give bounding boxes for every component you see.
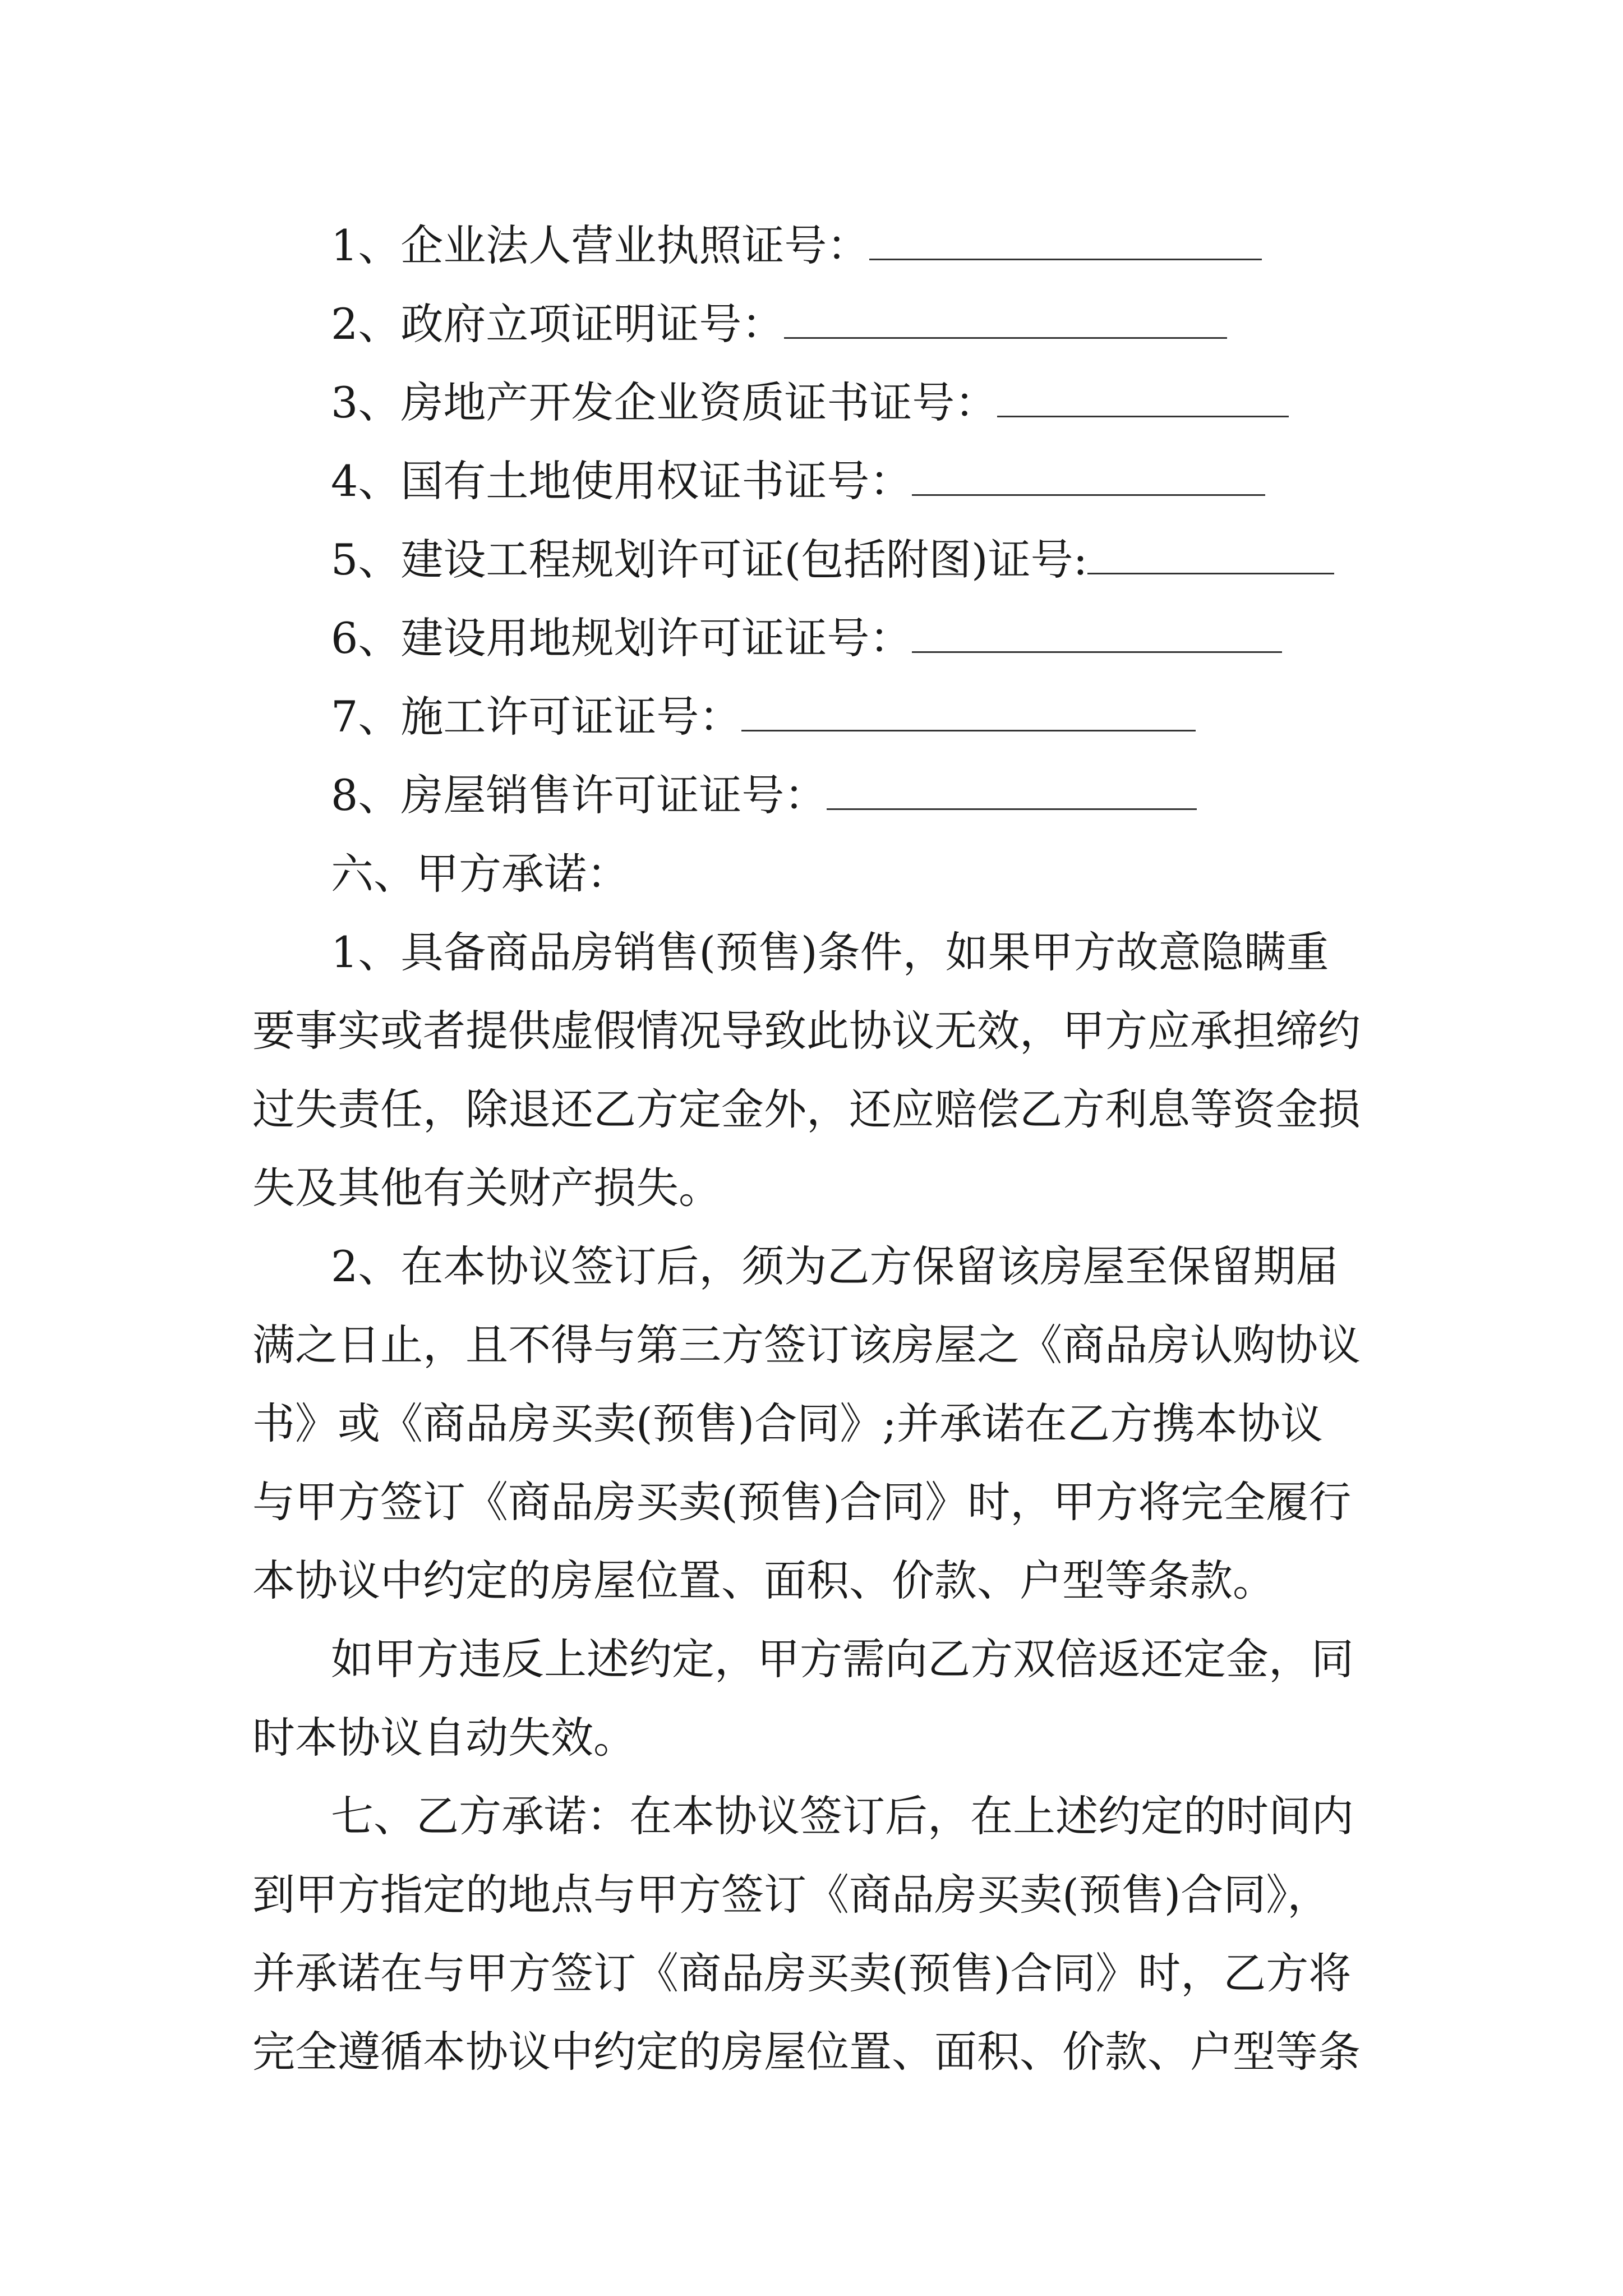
paragraph-line: 完全遵循本协议中约定的房屋位置、面积、价款、户型等条 [252,2027,1361,2077]
item-label: 1、企业法人营业执照证号： [331,220,870,270]
list-item [331,678,1196,756]
fill-blank[interactable] [1087,533,1334,574]
fill-blank[interactable] [912,455,1265,496]
paragraph-line: 七、乙方承诺：在本协议签订后，在上述约定的时间内 [331,1791,1354,1841]
item-label: 7、施工许可证证号： [331,692,742,742]
list-item [331,206,1262,285]
fill-blank[interactable] [741,691,1196,731]
paragraph-line: 过失责任，除退还乙方定金外，还应赔偿乙方利息等资金损 [252,1084,1361,1134]
item-label: 3、房地产开发企业资质证书证号： [331,378,998,427]
fill-blank[interactable] [912,612,1282,653]
item-label: 5、建设工程规划许可证(包括附图)证号: [331,535,1088,585]
paragraph-line: 书》或《商品房买卖(预售)合同》;并承诺在乙方携本协议 [252,1398,1323,1448]
paragraph-line: 要事实或者提供虚假情况导致此协议无效，甲方应承担缔约 [252,1006,1361,1056]
item-label: 8、房屋销售许可证证号： [331,770,827,820]
fill-blank[interactable] [869,219,1262,260]
paragraph-line: 并承诺在与甲方签订《商品房买卖(预售)合同》时，乙方将 [252,1948,1352,1998]
fill-blank[interactable] [827,769,1197,810]
item-label: 2、政府立项证明证号： [331,299,785,349]
paragraph-line: 到甲方指定的地点与甲方签订《商品房买卖(预售)合同》， [252,1870,1330,1920]
list-item [331,364,1289,442]
list-item [331,521,1334,599]
paragraph-line: 时本协议自动失效。 [252,1713,636,1763]
fill-blank[interactable] [997,376,1289,417]
list-item [331,756,1197,835]
list-item [331,442,1265,521]
list-item [331,599,1282,678]
item-label: 6、建设用地规划许可证证号： [331,613,912,663]
paragraph-line: 2、在本协议签订后，须为乙方保留该房屋至保留期届 [331,1241,1339,1291]
item-label: 4、国有土地使用权证书证号： [331,456,912,506]
paragraph-line: 满之日止，且不得与第三方签订该房屋之《商品房认购协议 [252,1320,1361,1370]
list-item [331,285,1227,364]
paragraph-line: 失及其他有关财产损失。 [252,1163,721,1213]
paragraph-line: 本协议中约定的房屋位置、面积、价款、户型等条款。 [252,1556,1275,1605]
paragraph-line: 如甲方违反上述约定，甲方需向乙方双倍返还定金，同 [331,1634,1354,1684]
paragraph-line: 1、具备商品房销售(预售)条件，如果甲方故意隐瞒重 [331,927,1329,977]
paragraph-line: 与甲方签订《商品房买卖(预售)合同》时，甲方将完全履行 [252,1477,1352,1527]
section-heading: 六、甲方承诺： [331,849,629,899]
fill-blank[interactable] [784,298,1227,339]
